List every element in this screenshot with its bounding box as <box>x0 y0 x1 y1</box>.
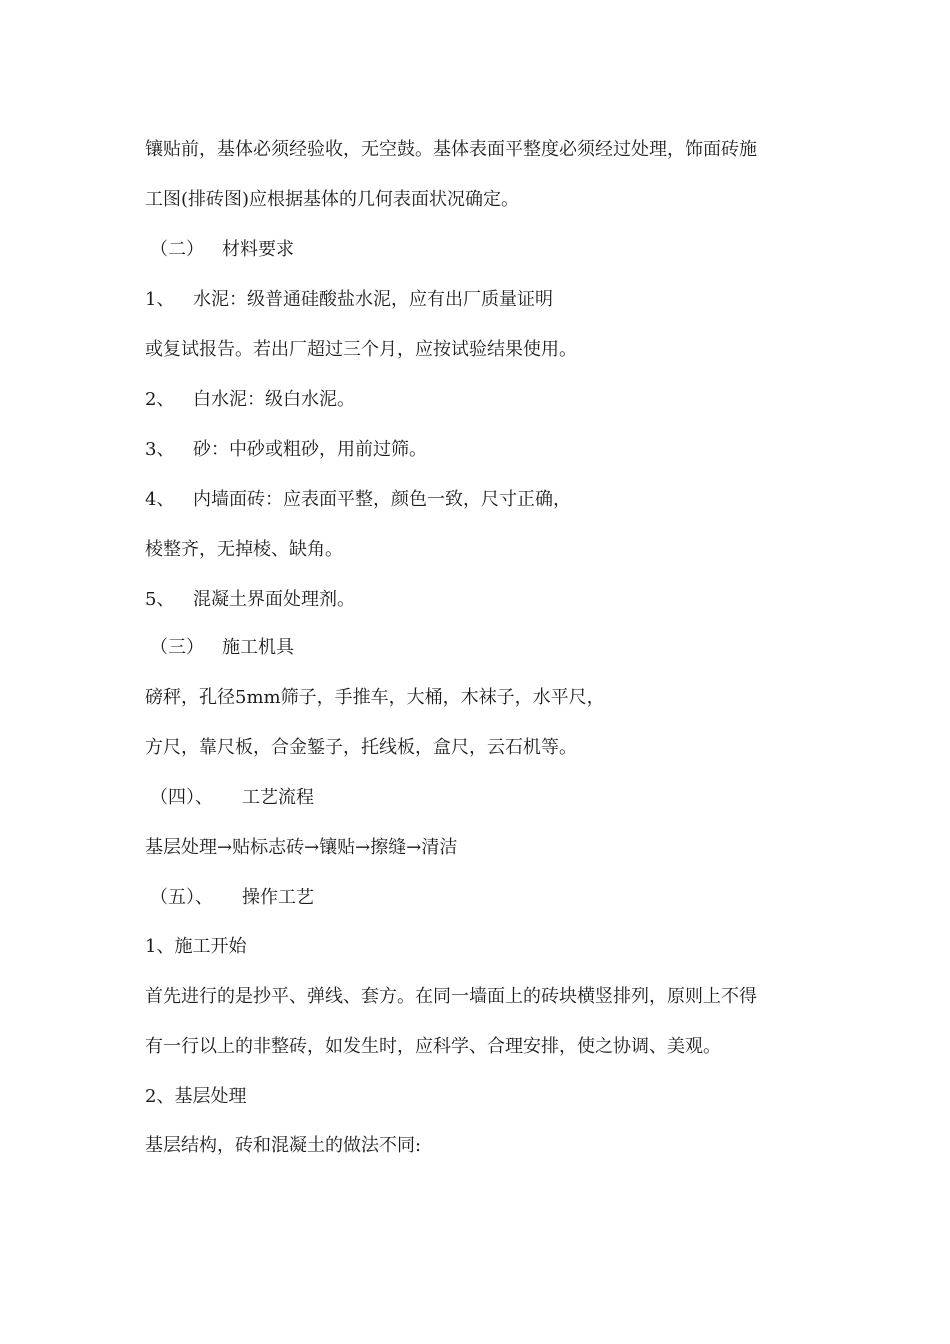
section-number: （三） <box>150 637 204 658</box>
list-item <box>145 588 355 612</box>
list-text: 混凝土界面处理剂。 <box>193 589 355 610</box>
paragraph-line: 镶贴前，基体必须经验收，无空鼓。基体表面平整度必须经过处理，饰面砖施 <box>145 139 757 160</box>
paragraph-line: 方尺，靠尺板，合金錾子，托线板，盒尺，云石机等。 <box>145 737 577 758</box>
step-title: 2、基层处理 <box>145 1086 247 1107</box>
section-number: （二） <box>150 239 204 260</box>
section-heading-process <box>150 786 314 810</box>
list-item <box>145 488 571 512</box>
list-number: 1、 <box>145 289 175 310</box>
section-title: 工艺流程 <box>242 787 314 808</box>
section-number: （五）、 <box>150 887 213 908</box>
paragraph-line: 磅秤，孔径5mm筛子，手推车，大桶，木袜子，水平尺， <box>145 687 605 708</box>
list-number: 2、 <box>145 389 175 410</box>
section-heading-operation <box>150 886 314 910</box>
process-flow: 基层处理→贴标志砖→镶贴→擦缝→清洁 <box>145 837 458 858</box>
paragraph-line: 首先进行的是抄平、弹线、套方。在同一墙面上的砖块横竖排列，原则上不得 <box>145 986 757 1007</box>
list-item <box>145 388 355 412</box>
section-title: 材料要求 <box>222 239 294 260</box>
list-text: 内墙面砖：应表面平整，颜色一致，尺寸正确， <box>193 489 571 510</box>
section-heading-materials <box>150 238 294 262</box>
list-text: 白水泥：级白水泥。 <box>193 389 355 410</box>
list-number: 5、 <box>145 589 175 610</box>
section-title: 操作工艺 <box>242 887 314 908</box>
list-text: 水泥：级普通硅酸盐水泥，应有出厂质量证明 <box>193 289 553 310</box>
section-number: （四）、 <box>150 787 213 808</box>
paragraph-line: 工图(排砖图)应根据基体的几何表面状况确定。 <box>145 189 520 210</box>
list-number: 4、 <box>145 489 175 510</box>
list-item <box>145 438 427 462</box>
paragraph-line: 基层结构，砖和混凝土的做法不同: <box>145 1135 422 1156</box>
step-title: 1、施工开始 <box>145 936 247 957</box>
list-number: 3、 <box>145 439 175 460</box>
list-item <box>145 288 553 312</box>
list-item-continuation: 或复试报告。若出厂超过三个月，应按试验结果使用。 <box>145 339 577 360</box>
section-heading-tools <box>150 636 294 660</box>
section-title: 施工机具 <box>222 637 294 658</box>
list-item-continuation: 棱整齐，无掉棱、缺角。 <box>145 539 343 560</box>
paragraph-line: 有一行以上的非整砖，如发生时，应科学、合理安排，使之协调、美观。 <box>145 1036 721 1057</box>
list-text: 砂：中砂或粗砂，用前过筛。 <box>193 439 427 460</box>
